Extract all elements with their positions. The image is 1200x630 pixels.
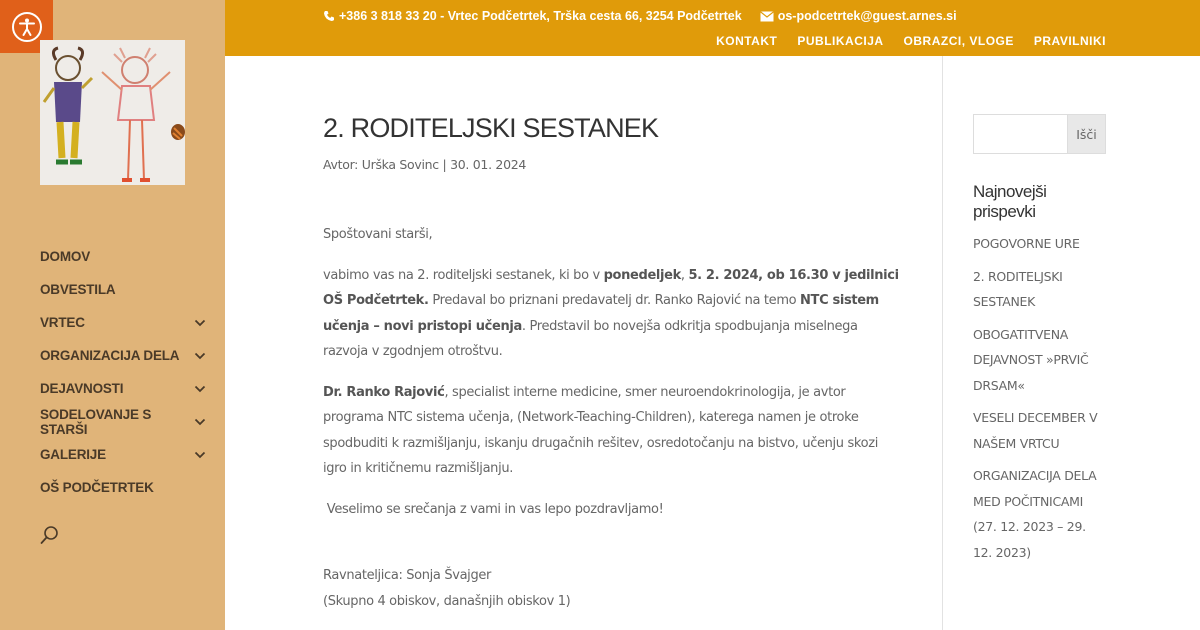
phone-text: +386 3 818 33 20 - Vrtec Podčetrtek, Trška cesta 66, 3254 Podčetrtek (339, 9, 742, 23)
nav-item-os-podcetrtek[interactable] (40, 471, 210, 504)
post-body (323, 222, 903, 614)
recent-post-link[interactable]: OBOGATITVENA DEJAVNOST »PRVIČ DRSAM« (973, 326, 1089, 393)
phone-icon (323, 10, 335, 22)
envelope-icon (760, 11, 774, 22)
nav-item-galerije[interactable] (40, 438, 210, 471)
nav-item-label: SODELOVANJE S STARŠI (40, 406, 152, 437)
greeting: Spoštovani starši, (323, 227, 433, 242)
menu-obrazci-vloge[interactable]: OBRAZCI, VLOGE (903, 34, 1014, 48)
nav-item-vrtec[interactable] (40, 306, 210, 339)
left-sidebar (0, 0, 225, 630)
search-icon[interactable] (40, 525, 62, 547)
chevron-down-icon[interactable] (193, 448, 207, 462)
search-button[interactable]: Išči (1067, 114, 1106, 154)
chevron-down-icon[interactable] (193, 349, 207, 363)
search-input[interactable] (973, 114, 1067, 154)
chevron-down-icon[interactable] (194, 415, 207, 429)
contact-info (323, 9, 957, 23)
recent-posts-title: Najnovejši prispevki (973, 182, 1047, 221)
phone-contact[interactable] (323, 9, 742, 23)
paragraph: Dr. Ranko Rajović, specialist interne medicine, smer neuroendokrinologija, je avtor programa NTC sistema učenja, (Network-Teaching-Children), katerega namen je otroke spodbuditi k razmišljanju, iskanju drugačnih rešitev, osredotočanju na bistvo, učenju skozi igro in kritičnemu razmišljanju. (323, 384, 878, 476)
nav-item-domov[interactable] (40, 240, 210, 273)
nav-item-label: GALERIJE (40, 447, 106, 462)
nav-item-label: ORGANIZACIJA DELA (40, 348, 180, 363)
paragraph: vabimo vas na 2. roditeljski sestanek, ki bo v ponedeljek, 5. 2. 2024, ob 16.30 v jedilnici OŠ Podčetrtek. Predaval bo priznani predavatelj dr. Ranko Rajović na temo NTC sistem učenja – novi pristopi učenja. Predstavil bo novejša odkritja spodbujanja miselnega razvoja v zgodnjem otroštvu. (323, 267, 899, 359)
chevron-down-icon[interactable] (193, 382, 207, 396)
nav-item-label: DOMOV (40, 249, 91, 264)
nav-item-dejavnosti[interactable] (40, 372, 210, 405)
right-sidebar (973, 114, 1106, 572)
nav-item-label: OBVESTILA (40, 282, 116, 297)
menu-pravilniki[interactable]: PRAVILNIKI (1033, 34, 1106, 48)
content-divider (942, 56, 943, 630)
recent-posts-list (973, 231, 1106, 565)
main-navigation (40, 240, 210, 504)
nav-item-label: DEJAVNOSTI (40, 381, 124, 396)
recent-post-link[interactable]: VESELI DECEMBER V NAŠEM VRTCU (973, 410, 1098, 451)
paragraph: Veselimo se srečanja z vami in vas lepo pozdravljamo! (323, 501, 664, 517)
menu-publikacija[interactable]: PUBLIKACIJA (797, 34, 884, 48)
menu-kontakt[interactable]: KONTAKT (716, 34, 778, 48)
signature: Ravnateljica: Sonja Švajger (323, 568, 491, 583)
recent-post-link[interactable]: 2. RODITELJSKI SESTANEK (973, 268, 1063, 309)
post-meta: Avtor: Urška Sovinc | 30. 01. 2024 (323, 157, 527, 172)
accessibility-icon (12, 12, 42, 42)
site-logo[interactable] (40, 40, 185, 185)
search-widget (973, 114, 1106, 154)
post-content (323, 56, 903, 614)
email-text: os-podcetrtek@guest.arnes.si (777, 9, 957, 23)
post-title: 2. RODITELJSKI SESTANEK (323, 113, 659, 143)
nav-item-organizacija-dela[interactable] (40, 339, 210, 372)
chevron-down-icon[interactable] (193, 316, 207, 330)
recent-post-link[interactable]: POGOVORNE URE (973, 236, 1080, 251)
email-contact[interactable] (760, 9, 957, 23)
secondary-menu (716, 34, 1106, 48)
nav-item-obvestila[interactable] (40, 273, 210, 306)
nav-item-sodelovanje-s-starsi[interactable] (40, 405, 210, 438)
top-header (225, 0, 1200, 56)
visit-counter: (Skupno 4 obiskov, današnjih obiskov 1) (323, 593, 571, 609)
recent-post-link[interactable]: ORGANIZACIJA DELA MED POČITNICAMI (27. 12. 2023 – 29. 12. 2023) (973, 468, 1097, 560)
nav-item-label: VRTEC (40, 315, 85, 330)
nav-item-label: OŠ PODČETRTEK (40, 480, 154, 495)
